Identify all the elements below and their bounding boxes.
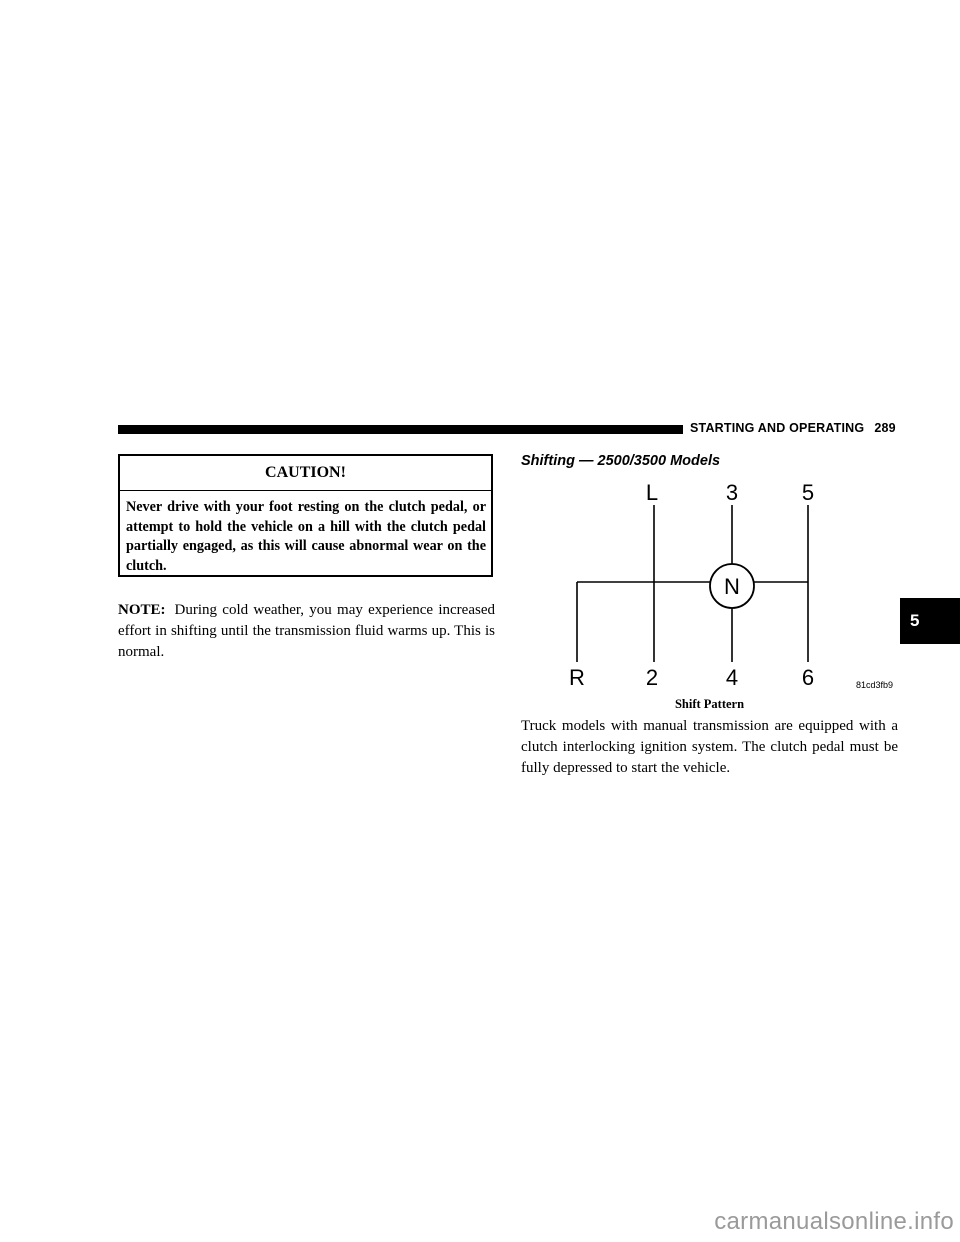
header-rule — [118, 425, 683, 434]
section-heading: Shifting — 2500/3500 Models — [521, 453, 721, 469]
gear-label-5: 5 — [801, 480, 815, 505]
gear-label-4: 4 — [725, 665, 739, 690]
gear-label-l: L — [645, 480, 659, 505]
section-title: STARTING AND OPERATING — [690, 421, 865, 435]
page-number: 289 — [874, 421, 896, 435]
gear-label-n: N — [724, 574, 740, 599]
shift-pattern-diagram — [560, 478, 900, 693]
shift-gate-lines — [577, 505, 808, 662]
note-text: During cold weather, you may experience increased effort in shifting until the transmission fluid warms up. This is normal. — [118, 602, 495, 660]
caution-title: CAUTION! — [120, 456, 491, 491]
gear-label-2: 2 — [645, 665, 659, 690]
chapter-tab: 5 — [900, 598, 960, 644]
figure-code: 81cd3fb9 — [856, 680, 894, 690]
note-paragraph — [118, 600, 495, 663]
running-header — [690, 421, 896, 435]
caution-box — [118, 454, 493, 577]
body-paragraph: Truck models with manual transmission are equipped with a clutch interlocking ignition system. The clutch pedal must be fully depressed to start the vehicle. — [521, 718, 898, 776]
note-label: NOTE: — [118, 602, 166, 618]
gear-label-r: R — [569, 665, 585, 690]
caution-text: Never drive with your foot resting on the clutch pedal, or attempt to hold the vehicle on a hill with the clutch pedal partially engaged, as this will cause abnormal wear on the clutch. — [126, 499, 486, 574]
gear-label-6: 6 — [801, 665, 815, 690]
figure-caption: Shift Pattern — [674, 697, 745, 711]
gear-label-3: 3 — [725, 480, 739, 505]
watermark: carmanualsonline.info — [714, 1208, 954, 1235]
